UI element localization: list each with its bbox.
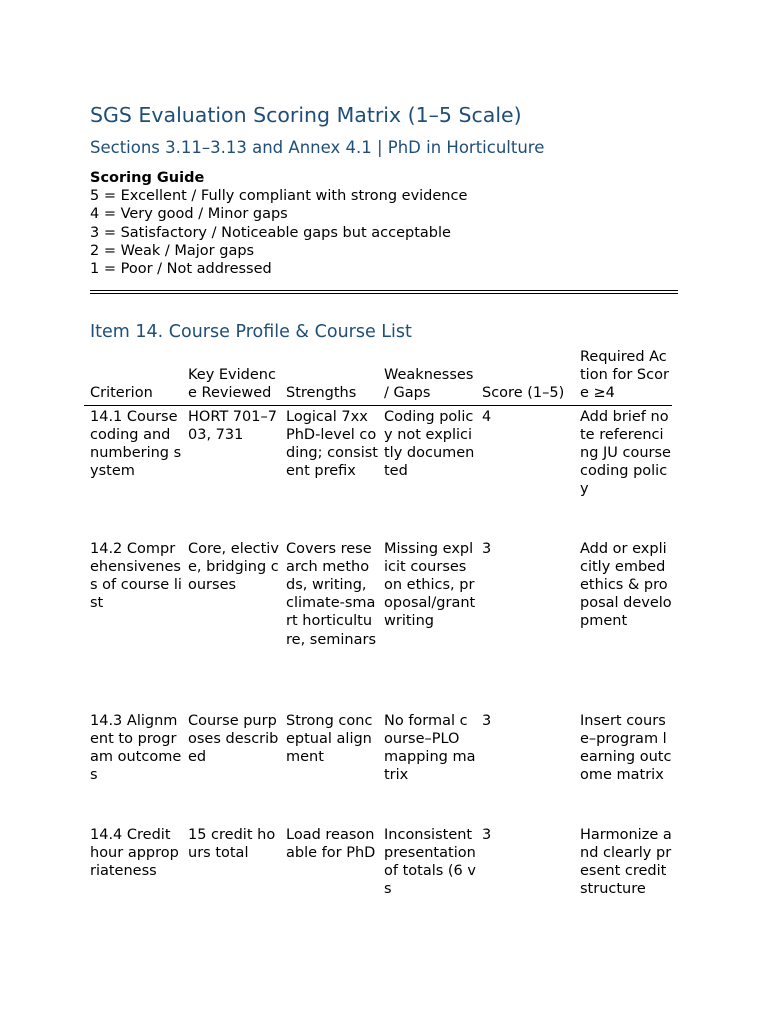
scoring-guide-line: 3 = Satisfactory / Noticeable gaps but acceptable — [90, 224, 451, 241]
table-header-cell: Weaknesses / Gaps — [384, 367, 474, 402]
table-cell: 3 — [482, 540, 492, 557]
table-header-cell: Criterion — [90, 385, 153, 402]
table-header-cell: Strengths — [286, 385, 357, 402]
table-cell: Strong conceptual alignment — [286, 712, 373, 766]
table-cell: Harmonize and clearly present credit structure — [580, 826, 672, 898]
table-cell: 4 — [482, 408, 492, 425]
table-cell: 14.1 Course coding and numbering system — [90, 408, 182, 480]
table-header-cell: Score (1–5) — [482, 385, 565, 402]
scoring-table — [84, 348, 672, 936]
table-cell: Add brief note referencing JU course coding policy — [580, 408, 671, 498]
table-cell: Coding policy not explicitly documented — [384, 408, 475, 480]
table-row — [84, 406, 672, 538]
table-cell: 3 — [482, 712, 492, 729]
table-cell: HORT 701–703, 731 — [188, 408, 277, 443]
table-header-cell: Key Evidence Reviewed — [188, 367, 276, 402]
table-cell: Core, elective, bridging courses — [188, 540, 279, 594]
scoring-guide-line: 4 = Very good / Minor gaps — [90, 206, 288, 223]
table-cell: 14.2 Comprehensiveness of course list — [90, 540, 182, 612]
table-cell: Add or explicitly embed ethics & proposal development — [580, 540, 672, 630]
table-row — [84, 538, 672, 710]
table-cell: 14.3 Alignment to program outcomes — [90, 712, 182, 784]
table-cell: Logical 7xx PhD-level coding; consistent prefix — [286, 408, 378, 480]
scoring-guide-line: 5 = Excellent / Fully compliant with strong evidence — [90, 188, 468, 205]
table-cell: Covers research methods, writing, climate-smart horticulture, seminars — [286, 540, 377, 648]
table-header-row — [84, 348, 672, 406]
scoring-guide — [90, 169, 467, 278]
table-row — [84, 710, 672, 824]
section-heading: Item 14. Course Profile & Course List — [90, 322, 412, 342]
table-cell: Course purposes described — [188, 712, 279, 766]
table-cell: 3 — [482, 826, 492, 843]
table-cell: Missing explicit courses on ethics, proposal/grant writing — [384, 540, 476, 630]
document-title: SGS Evaluation Scoring Matrix (1–5 Scale) — [90, 103, 522, 127]
scoring-guide-line: 2 = Weak / Major gaps — [90, 242, 255, 259]
scoring-guide-line: 1 = Poor / Not addressed — [90, 261, 272, 278]
document-subtitle: Sections 3.11–3.13 and Annex 4.1 | PhD in Horticulture — [90, 138, 545, 157]
table-row — [84, 824, 672, 936]
table-cell: 15 credit hours total — [188, 826, 276, 861]
table-cell: Inconsistent presentation of totals (6 vs — [384, 826, 476, 898]
table-cell: 14.4 Credit hour appropriateness — [90, 826, 179, 880]
table-header-cell: Required Action for Score ≥4 — [580, 349, 669, 402]
scoring-guide-heading: Scoring Guide — [90, 170, 205, 186]
table-cell: Load reasonable for PhD — [286, 826, 376, 861]
horizontal-rule — [90, 290, 678, 294]
table-cell: Insert course–program learning outcome matrix — [580, 712, 672, 784]
table-cell: No formal course–PLO mapping matrix — [384, 712, 476, 784]
